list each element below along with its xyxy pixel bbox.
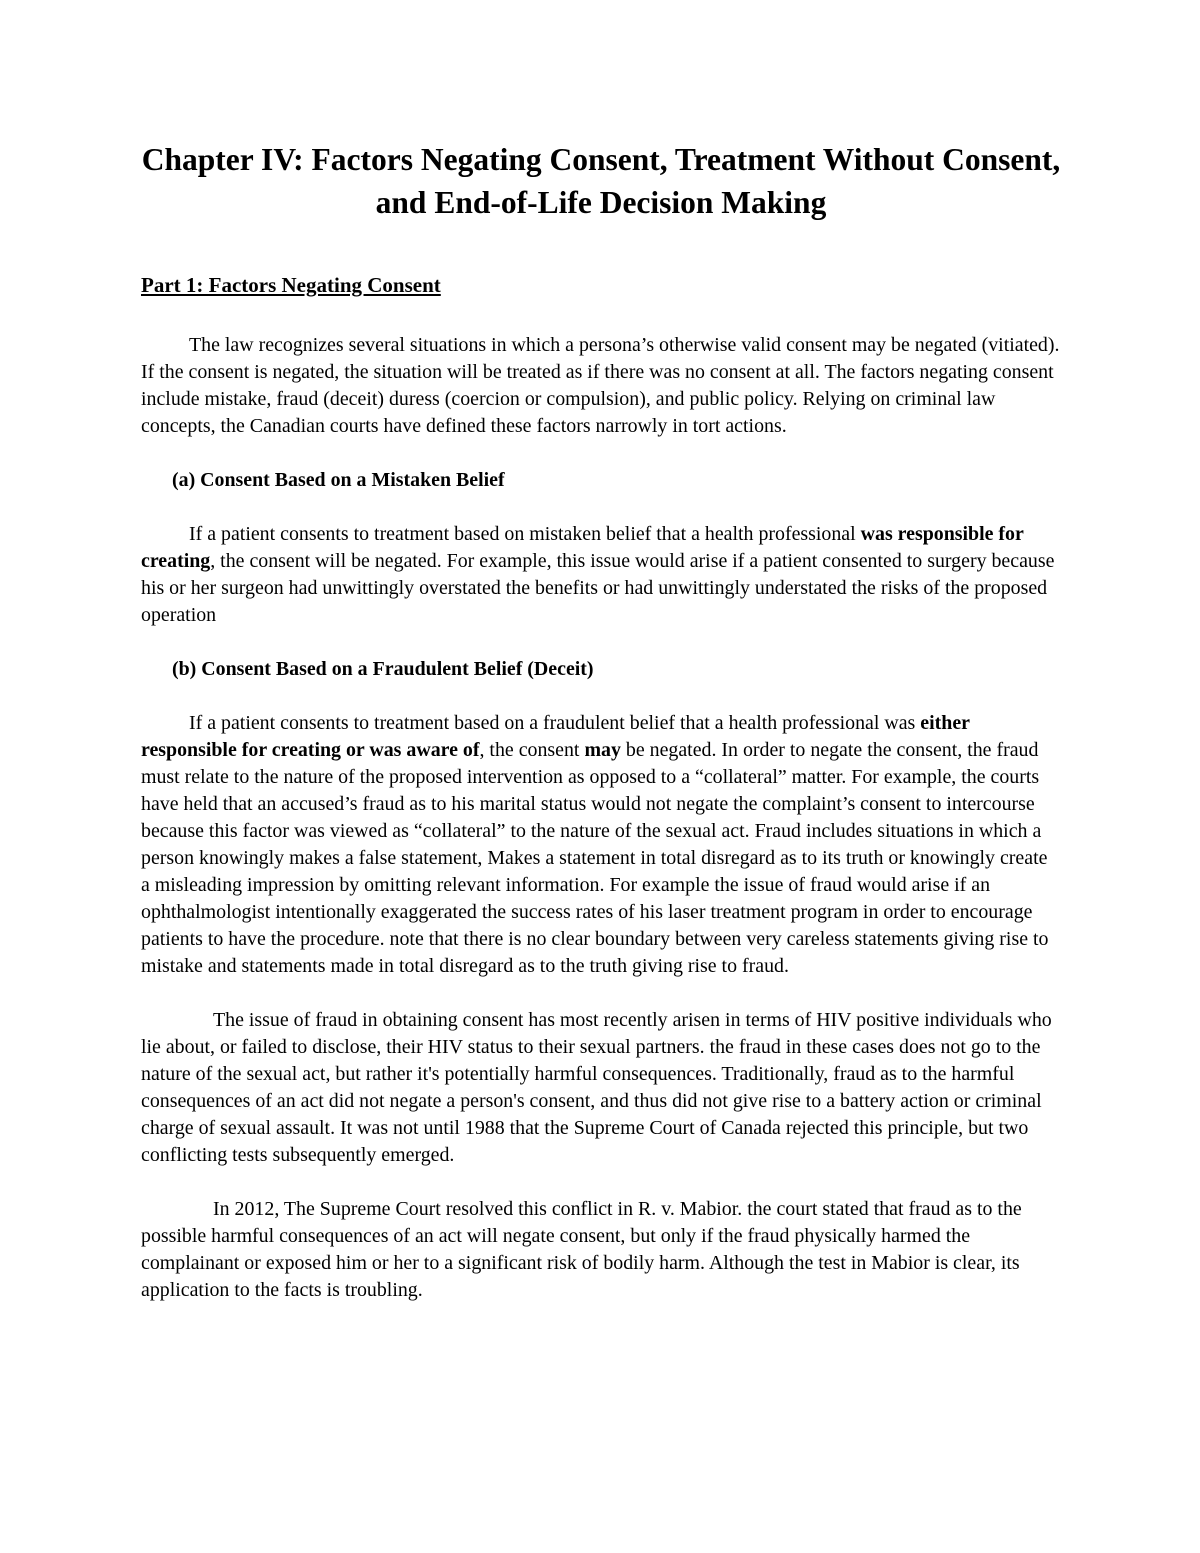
section-b-bold-phrase: either responsible for creating or was aware of [141, 712, 970, 761]
section-a-paragraph [141, 521, 1061, 629]
section-b-text-cont: , the consent [479, 739, 585, 761]
intro-paragraph: The law recognizes several situations in which a persona’s otherwise valid consent may be negated (vitiated). If the consent is negated, the situation will be treated as if there was no consent at all. The factors negating consent include mistake, fraud (deceit) duress (coercion or compulsion), and public policy. Relying on criminal law concepts, the Canadian courts have defined these factors narrowly in tort actions. [141, 334, 1060, 437]
section-b-heading: (b) Consent Based on a Fraudulent Belief (Deceit) [172, 658, 594, 680]
section-a-heading: (a) Consent Based on a Mistaken Belief [172, 469, 505, 491]
part-heading: Part 1: Factors Negating Consent [141, 273, 441, 297]
section-b-text: If a patient consents to treatment based on a fraudulent belief that a health professional was [189, 712, 921, 734]
section-b-bold-may: may [584, 739, 621, 761]
section-a-bold-phrase: was responsible for creating [141, 523, 1024, 572]
hiv-paragraph: The issue of fraud in obtaining consent has most recently arisen in terms of HIV positive individuals who lie about, or failed to disclose, their HIV status to their sexual partners. the fraud in these cases does not go to the nature of the sexual act, but rather it's potentially harmful consequences. Traditionally, fraud as to the harmful consequences of an act did not negate a person's consent, and thus did not give rise to a battery action or criminal charge of sexual assault. It was not until 1988 that the Supreme Court of Canada rejected this principle, but two conflicting tests subsequently emerged. [141, 1009, 1052, 1166]
section-a-text-cont: , the consent will be negated. For example, this issue would arise if a patient consented to surgery because his or her surgeon had unwittingly overstated the benefits or had unwittingly understated the risks of the proposed operation [141, 550, 1055, 626]
mabior-paragraph: In 2012, The Supreme Court resolved this conflict in R. v. Mabior. the court stated that fraud as to the possible harmful consequences of an act will negate consent, but only if the fraud physically harmed the complainant or exposed him or her to a significant risk of bodily harm. Although the test in Mabior is clear, its application to the facts is troubling. [141, 1198, 1022, 1301]
chapter-title: Chapter IV: Factors Negating Consent, Treatment Without Consent, and End-of-Life Decision Making [141, 142, 1061, 220]
section-a-text: If a patient consents to treatment based on mistaken belief that a health professional [189, 523, 861, 545]
section-b-text-rest: be negated. In order to negate the consent, the fraud must relate to the nature of the proposed intervention as opposed to a “collateral” matter. For example, the courts have held that an accused’s fraud as to his marital status would not negate the complaint’s consent to intercourse because this factor was viewed as “collateral” to the nature of the sexual act. Fraud includes situations in which a person knowingly makes a false statement, Makes a statement in total disregard as to its truth or knowingly create a misleading impression by omitting relevant information. For example the issue of fraud would arise if an ophthalmologist intentionally exaggerated the success rates of his laser treatment program in order to encourage patients to have the procedure. note that there is no clear boundary between very careless statements giving rise to mistake and statements made in total disregard as to the truth giving rise to fraud. [141, 739, 1049, 977]
section-b-paragraph [141, 710, 1061, 980]
document-body [141, 138, 1061, 1304]
